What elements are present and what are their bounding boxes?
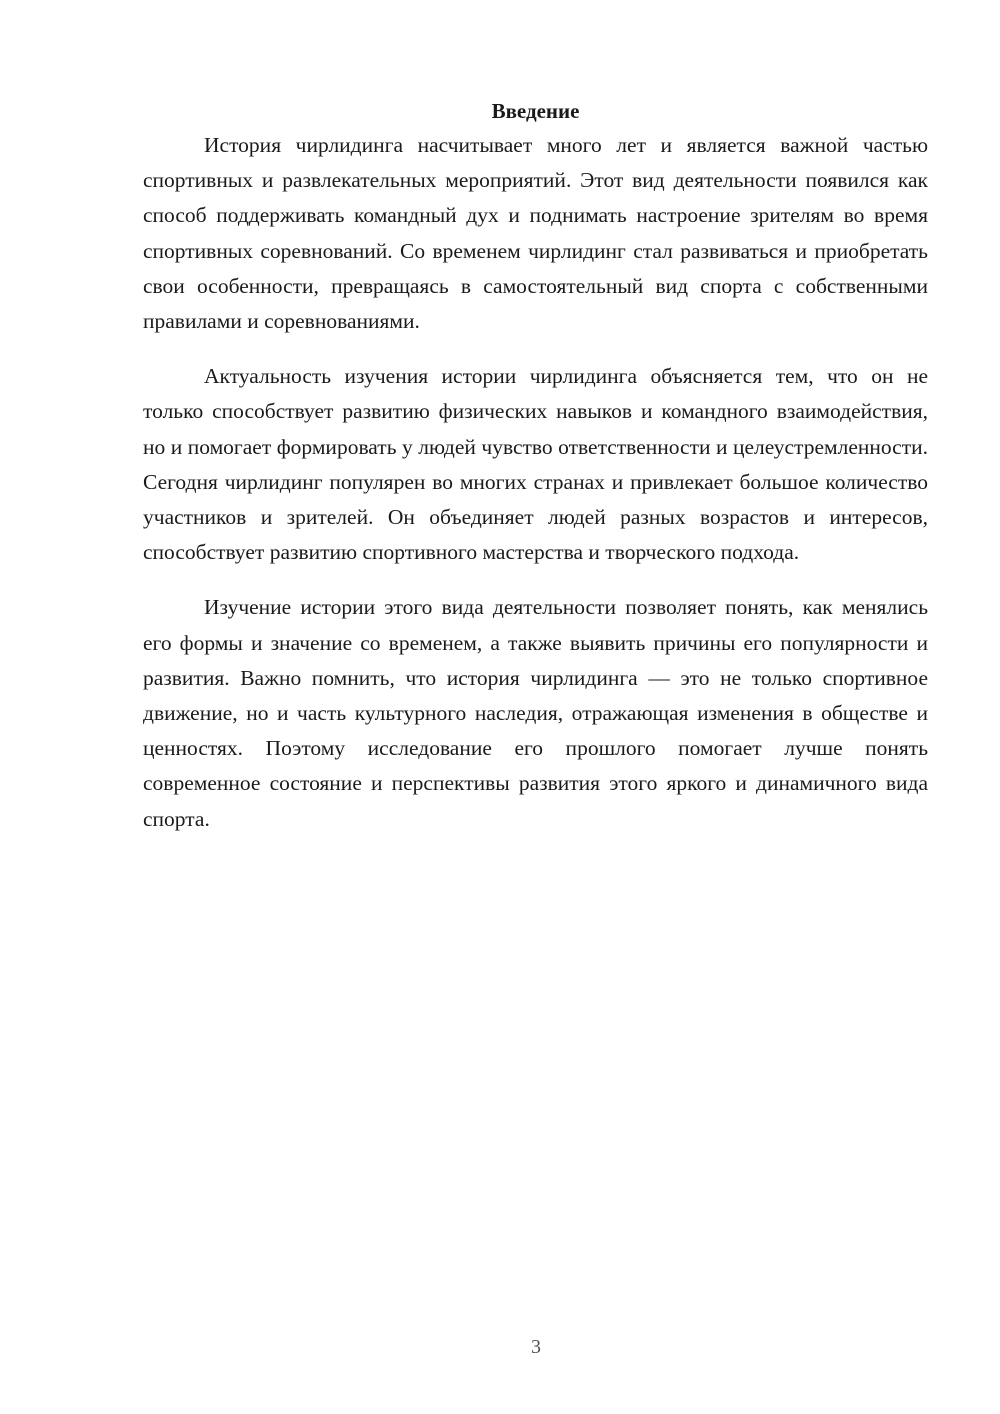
section-heading: Введение: [491, 99, 580, 123]
page-number: 3: [531, 1336, 541, 1358]
paragraph-3: Изучение истории этого вида деятельности позволяет понять, как менялись его формы и значение со временем, а также выявить причины его популярности и развития. Важно помнить, что история чирлидинга — это не только спортивное движение, но и часть культурного наследия, отражающая изменения в обществе и ценностях. Поэтому исследование его прошлого помогает лучше понять современное состояние и перспективы развития этого яркого и динамичного вида спорта.: [143, 595, 928, 831]
paragraph-1: История чирлидинга насчитывает много лет и является важной частью спортивных и развлекательных мероприятий. Этот вид деятельности появился как способ поддерживать командный дух и поднимать настроение зрителям во время спортивных соревнований. Со временем чирлидинг стал развиваться и приобретать свои особенности, превращаясь в самостоятельный вид спорта с собственными правилами и соревнованиями.: [143, 133, 928, 334]
page-content: [143, 96, 928, 857]
paragraph-2: Актуальность изучения истории чирлидинга объясняется тем, что он не только способствует развитию физических навыков и командного взаимодействия, но и помогает формировать у людей чувство ответственности и целеустремленности. Сегодня чирлидинг популярен во многих странах и привлекает большое количество участников и зрителей. Он объединяет людей разных возрастов и интересов, способствует развитию спортивного мастерства и творческого подхода.: [143, 364, 928, 565]
